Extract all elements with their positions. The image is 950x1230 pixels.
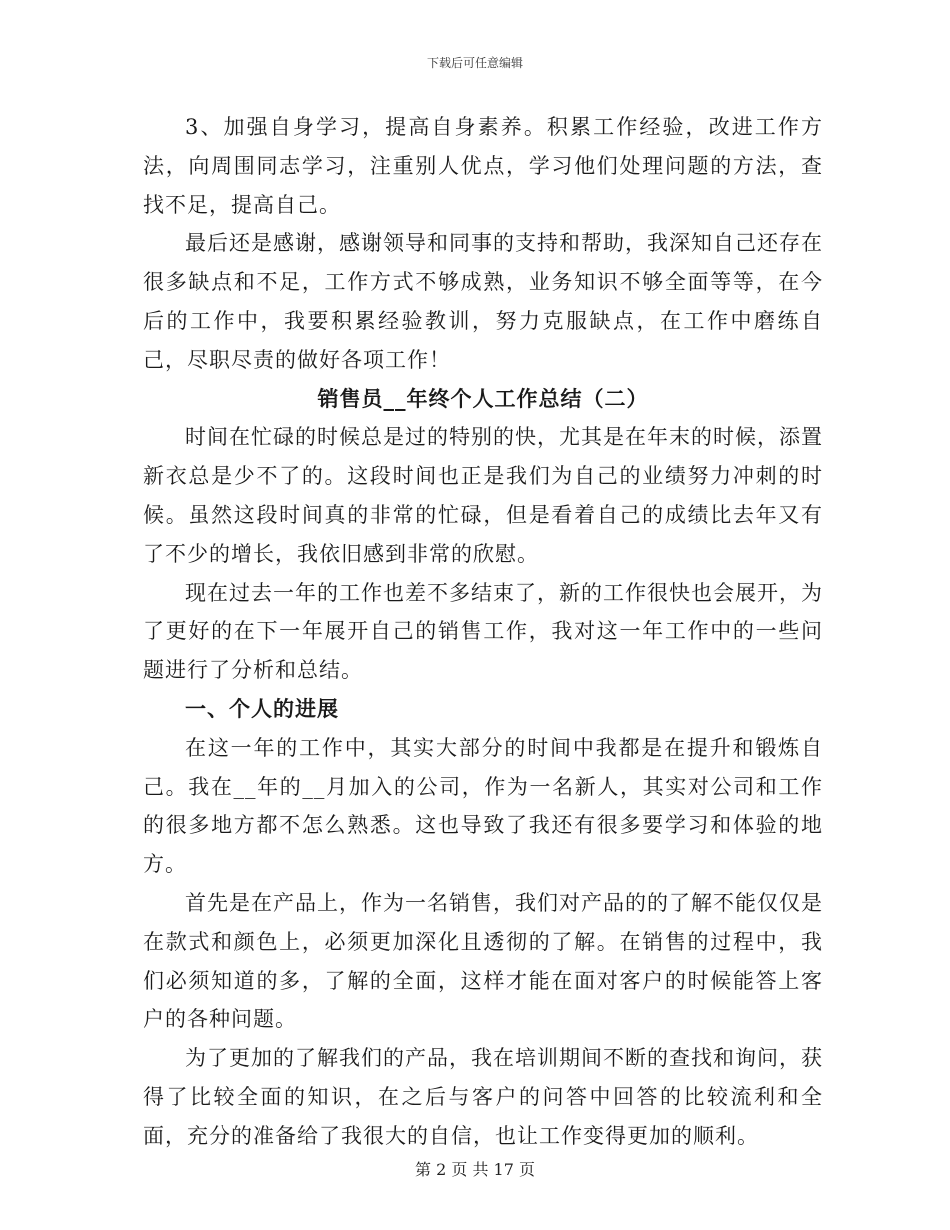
paragraph-thanks: 最后还是感谢，感谢领导和同事的支持和帮助，我深知自己还存在很多缺点和不足，工作方式不够成熟，业务知识不够全面等等，在今后的工作中，我要积累经验教训，努力克服缺点，在工作中磨练自己，尽职尽责的做好各项工作！ xyxy=(143,231,823,372)
paragraph-joining: 在这一年的工作中，其实大部分的时间中我都是在提升和锻炼自己。我在__年的__月加入的公司，作为一名新人，其实对公司和工作的很多地方都不怎么熟悉。这也导致了我还有很多要学习和体验的地方。 xyxy=(143,735,823,877)
page-number: 第 2 页 共 17 页 xyxy=(415,1160,535,1179)
section-title: 销售员__年终个人工作总结（二） xyxy=(317,385,649,411)
document-body xyxy=(143,108,823,1156)
paragraph-product-knowledge: 首先是在产品上，作为一名销售，我们对产品的的了解不能仅仅是在款式和颜色上，必须更加深化且透彻的了解。在销售的过程中，我们必须知道的多，了解的全面，这样才能在面对客户的时候能答上客户的各种问题。 xyxy=(143,890,823,1032)
page-header-note: 下载后可任意编辑 xyxy=(426,56,523,70)
subheading-personal-progress: 一、个人的进展 xyxy=(185,695,339,721)
paragraph-self-study: 3、加强自身学习，提高自身素养。积累工作经验，改进工作方法，向周围同志学习，注重别人优点，学习他们处理问题的方法，查找不足，提高自己。 xyxy=(143,115,823,217)
paragraph-training: 为了更加的了解我们的产品，我在培训期间不断的查找和询问，获得了比较全面的知识，在之后与客户的问答中回答的比较流利和全面，充分的准备给了我很大的自信，也让工作变得更加的顺利。 xyxy=(143,1046,823,1148)
paragraph-summary-intro: 现在过去一年的工作也差不多结束了，新的工作很快也会展开，为了更好的在下一年展开自己的销售工作，我对这一年工作中的一些问题进行了分析和总结。 xyxy=(143,580,823,683)
paragraph-year-end: 时间在忙碌的时候总是过的特别的快，尤其是在年末的时候，添置新衣总是少不了的。这段时间也正是我们为自己的业绩努力冲刺的时候。虽然这段时间真的非常的忙碌，但是看着自己的成绩比去年又有了不少的增长，我依旧感到非常的欣慰。 xyxy=(143,425,823,566)
